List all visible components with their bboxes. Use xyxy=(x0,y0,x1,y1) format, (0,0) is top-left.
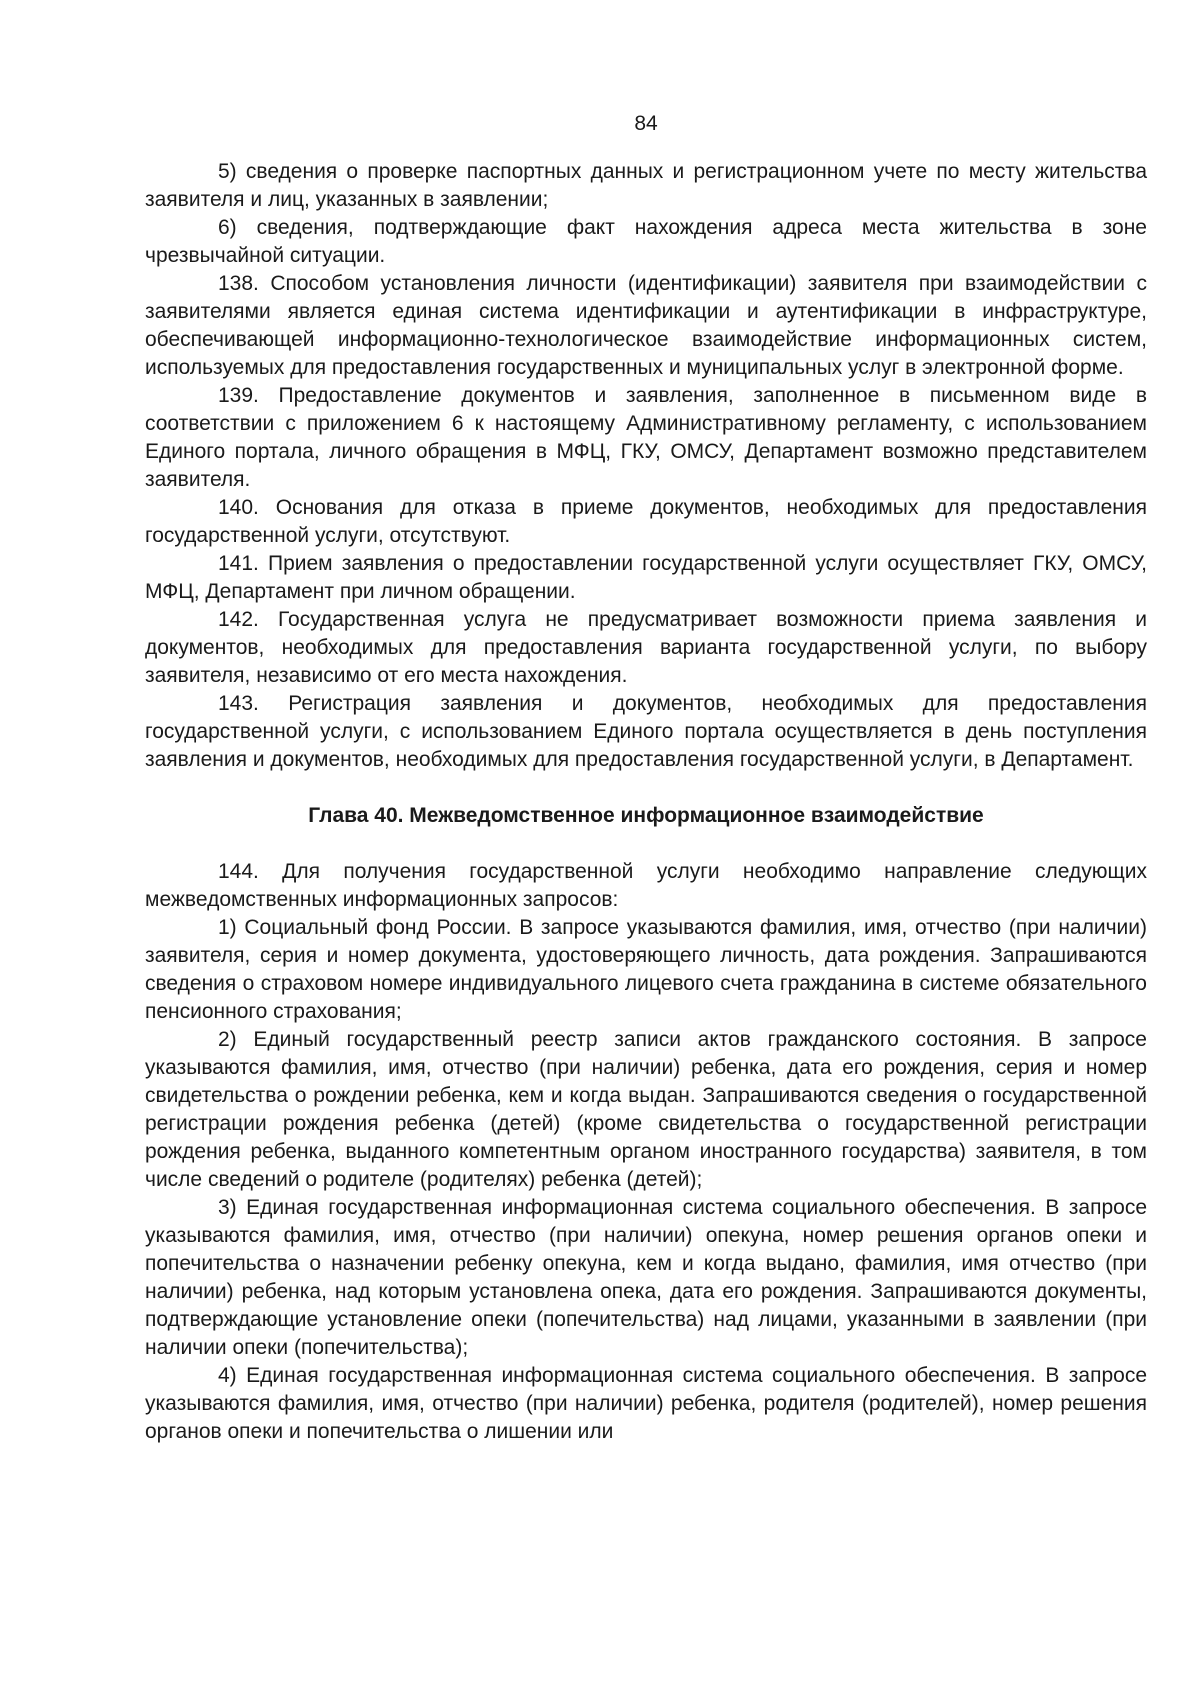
page-number: 84 xyxy=(634,112,658,135)
paragraph-144: 144. Для получения государственной услуги необходимо направление следующих межведомственных информационных запросов: xyxy=(145,860,1147,911)
paragraph-item-6: 6) сведения, подтверждающие факт нахождения адреса места жительства в зоне чрезвычайной ситуации. xyxy=(145,216,1147,267)
paragraph-139: 139. Предоставление документов и заявления, заполненное в письменном виде в соответствии с приложением 6 к настоящему Административному регламенту, с использованием Единого портала, личного обращения в МФЦ, ГКУ, ОМСУ, Департамент возможно представителем заявителя. xyxy=(145,384,1147,491)
document-page xyxy=(145,110,1147,1446)
paragraph-143: 143. Регистрация заявления и документов, необходимых для предоставления государственной услуги, с использованием Единого портала осуществляется в день поступления заявления и документов, необходимых для предоставления государственной услуги, в Департамент. xyxy=(145,692,1147,771)
paragraph-144-item-3: 3) Единая государственная информационная система социального обеспечения. В запросе указываются фамилия, имя, отчество (при наличии) опекуна, номер решения органов опеки и попечительства о назначении ребенку опекуна, кем и когда выдано, фамилия, имя отчество (при наличии) ребенка, над которым установлена опека, дата его рождения. Запрашиваются документы, подтверждающие установление опеки (попечительства) над лицами, указанными в заявлении (при наличии опеки (попечительства); xyxy=(145,1196,1147,1359)
paragraph-142: 142. Государственная услуга не предусматривает возможности приема заявления и документов, необходимых для предоставления варианта государственной услуги, по выбору заявителя, независимо от его места нахождения. xyxy=(145,608,1147,687)
paragraph-144-item-1: 1) Социальный фонд России. В запросе указываются фамилия, имя, отчество (при наличии) заявителя, серия и номер документа, удостоверяющего личность, дата рождения. Запрашиваются сведения о страховом номере индивидуального лицевого счета гражданина в системе обязательного пенсионного страхования; xyxy=(145,916,1147,1023)
paragraph-144-item-2: 2) Единый государственный реестр записи актов гражданского состояния. В запросе указываются фамилия, имя, отчество (при наличии) ребенка, дата его рождения, серия и номер свидетельства о рождении ребенка, кем и когда выдан. Запрашиваются сведения о государственной регистрации рождения ребенка (детей) (кроме свидетельства о государственной регистрации рождения ребенка, выданного компетентным органом иностранного государства) заявителя, в том числе сведений о родителе (родителях) ребенка (детей); xyxy=(145,1028,1147,1191)
paragraph-144-item-4: 4) Единая государственная информационная система социального обеспечения. В запросе указываются фамилия, имя, отчество (при наличии) ребенка, родителя (родителей), номер решения органов опеки и попечительства о лишении или xyxy=(145,1364,1147,1443)
paragraph-item-5: 5) сведения о проверке паспортных данных и регистрационном учете по месту жительства заявителя и лиц, указанных в заявлении; xyxy=(145,160,1147,211)
chapter-heading: Глава 40. Межведомственное информационное взаимодействие xyxy=(308,804,984,827)
paragraph-140: 140. Основания для отказа в приеме документов, необходимых для предоставления государственной услуги, отсутствуют. xyxy=(145,496,1147,547)
paragraph-138: 138. Способом установления личности (идентификации) заявителя при взаимодействии с заявителями является единая система идентификации и аутентификации в инфраструктуре, обеспечивающей информационно-технологическое взаимодействие информационных систем, используемых для предоставления государственных и муниципальных услуг в электронной форме. xyxy=(145,272,1147,379)
paragraph-141: 141. Прием заявления о предоставлении государственной услуги осуществляет ГКУ, ОМСУ, МФЦ, Департамент при личном обращении. xyxy=(145,552,1147,603)
